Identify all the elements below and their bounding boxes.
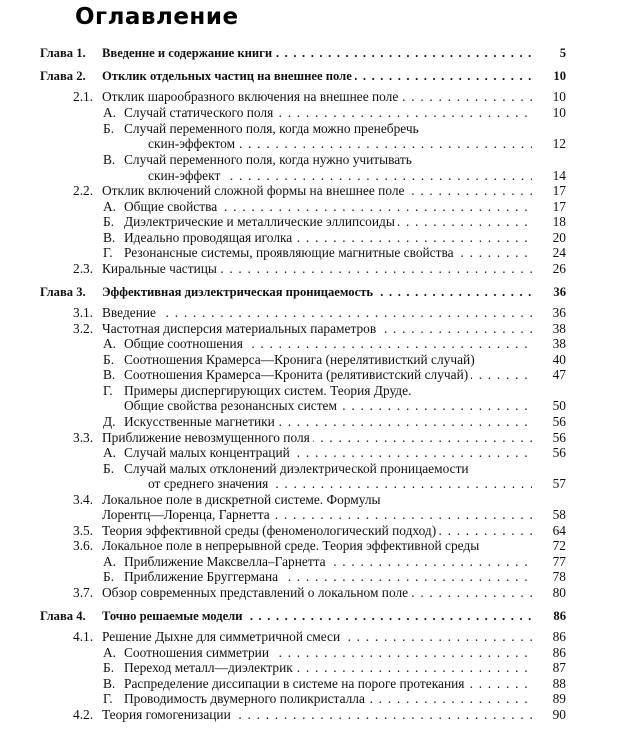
- toc-entry-title: Проводимость двумерного поликристалла: [124, 691, 368, 706]
- toc-entry-page: 90: [552, 707, 566, 722]
- toc-entry-number: 3.1.: [73, 305, 94, 320]
- toc-entry-page: 12: [552, 136, 566, 151]
- toc-entry-leader: [102, 607, 532, 625]
- toc-entry-title: Диэлектрические и металлические эллипсоиды: [124, 214, 398, 229]
- toc-entry-number: Б.: [103, 121, 115, 136]
- toc-entry-page: 64: [552, 523, 566, 538]
- toc-entry-leader: [102, 706, 532, 724]
- toc-entry-page: 86: [552, 645, 566, 660]
- toc-entry-page: 78: [552, 569, 566, 584]
- toc-entry-page: 26: [552, 261, 566, 276]
- toc-entry-number: 3.6.: [73, 538, 94, 553]
- toc-entry-page: 57: [552, 476, 566, 491]
- toc-entry-page: 40: [552, 352, 566, 367]
- toc-entry-leader: [124, 366, 532, 384]
- toc-entry-page: 38: [552, 336, 566, 351]
- toc-entry-title: Приближение Бруггермана: [124, 569, 281, 584]
- toc-entry-leader: [102, 260, 532, 278]
- toc-entry-title: Случай малых отклонений диэлектрической проницаемости: [124, 461, 472, 476]
- toc-entry[interactable]: [0, 607, 642, 625]
- toc-entry[interactable]: [0, 67, 642, 85]
- toc-entry-page: 17: [552, 199, 566, 214]
- toc-entry-page: 24: [552, 245, 566, 260]
- toc-entry-number: 2.3.: [73, 261, 94, 276]
- page-title: Оглавление: [75, 4, 239, 30]
- toc-entry-number: Глава 2.: [40, 69, 86, 83]
- toc-entry-title: Случай малых концентраций: [124, 445, 293, 460]
- toc-entry-page: 56: [552, 414, 566, 429]
- toc-entry-leader: [102, 537, 532, 555]
- toc-entry-title: Идеально проводящая иголка: [124, 230, 295, 245]
- toc-entry-page: 50: [552, 398, 566, 413]
- toc-entry-title: Приближение Максвелла–Гарнетта: [124, 554, 329, 569]
- toc-entry-title: Соотношения Крамерса—Кронита (релятивистский случай): [124, 367, 471, 382]
- toc-entry-number: 3.7.: [73, 585, 94, 600]
- toc-entry[interactable]: [0, 706, 642, 724]
- toc-entry-page: 87: [552, 660, 566, 675]
- toc-entry-title: Теория эффективной среды (феноменологический подход): [102, 523, 439, 538]
- toc-entry-page: 18: [552, 214, 566, 229]
- toc-entry-leader: [102, 67, 532, 85]
- toc-entry-title: Лорентц—Лоренца, Гарнетта: [102, 507, 273, 522]
- toc-entry-number: Г.: [103, 691, 113, 706]
- toc-entry-number: 3.5.: [73, 523, 94, 538]
- toc-entry-page: 47: [552, 367, 566, 382]
- toc-entry-number: А.: [103, 336, 117, 351]
- toc-entry-title: Точно решаемые модели: [102, 609, 246, 623]
- toc-entry-number: Г.: [103, 245, 113, 260]
- toc-entry-number: 3.2.: [73, 321, 94, 336]
- toc-entry-title: Киральные частицы: [102, 261, 220, 276]
- toc-entry-number: В.: [103, 367, 116, 382]
- toc-entry-page: 80: [552, 585, 566, 600]
- toc-entry-title: Отклик шарообразного включения на внешнее поле: [102, 89, 401, 104]
- toc-entry-title: Отклик отдельных частиц на внешнее поле: [102, 69, 355, 83]
- toc-entry-title: Примеры диспергирующих систем. Теория Друде.: [124, 383, 414, 398]
- toc-entry-number: А.: [103, 199, 117, 214]
- toc-entry-leader: [102, 44, 532, 62]
- toc-entry-title: Искусственные магнетики: [124, 414, 278, 429]
- toc-entry-title: Общие соотношения: [124, 336, 246, 351]
- toc-entry-title: Случай переменного поля, когда можно пренебречь: [124, 121, 422, 136]
- toc-entry[interactable]: [0, 584, 642, 602]
- toc-entry-title: Распределение диссипации в системе на пороге протекания: [124, 676, 467, 691]
- toc-entry-title: Резонансные системы, проявляющие магнитные свойства: [124, 245, 457, 260]
- toc-entry-number: 2.2.: [73, 183, 94, 198]
- toc-entry-title: от среднего значения: [148, 476, 271, 491]
- toc-entry-page: 72: [552, 538, 566, 553]
- toc-entry-page: 58: [552, 507, 566, 522]
- toc-entry-page: 36: [552, 305, 566, 320]
- toc-entry-title: Приближение невозмущенного поля: [102, 430, 313, 445]
- toc-entry-page: 56: [552, 445, 566, 460]
- toc-entry-title: Локальное поле в непрерывной среде. Теория эффективной среды: [102, 538, 482, 553]
- toc-entry-number: А.: [103, 105, 117, 120]
- toc-entry-leader: [102, 584, 532, 602]
- toc-entry-number: В.: [103, 152, 116, 167]
- toc-entry-page: 86: [552, 629, 566, 644]
- toc-entry-number: 4.1.: [73, 629, 94, 644]
- toc-entry-title: Общие свойства резонансных систем: [124, 398, 340, 413]
- toc-entry-number: 2.1.: [73, 89, 94, 104]
- toc-entry[interactable]: [0, 260, 642, 278]
- toc-entry-number: В.: [103, 676, 116, 691]
- toc-entry-title: Эффективная диэлектрическая проницаемость: [102, 285, 376, 299]
- toc-entry-page: 17: [552, 183, 566, 198]
- toc-entry-title: Случай переменного поля, когда нужно учитывать: [124, 152, 415, 167]
- toc-entry-title: Соотношения Крамерса—Кронига (нерелятивисткий случай): [124, 352, 478, 367]
- toc-entry-number: А.: [103, 554, 117, 569]
- toc-entry-title: Случай статического поля: [124, 105, 276, 120]
- toc-entry-number: Б.: [103, 352, 115, 367]
- toc-entry-page: 38: [552, 321, 566, 336]
- toc-entry-page: 86: [553, 609, 566, 623]
- toc-entry-page: 36: [553, 285, 566, 299]
- toc-entry-title: Введенне и содержание книги: [102, 46, 275, 60]
- toc-entry-page: 77: [552, 554, 566, 569]
- toc-entry-title: Решение Дыхне для симметричной смеси: [102, 629, 343, 644]
- toc-entry-page: 89: [552, 691, 566, 706]
- toc-entry-title: Теория гомогенизации: [102, 707, 234, 722]
- toc-entry[interactable]: [0, 283, 642, 301]
- toc-entry-page: 10: [552, 89, 566, 104]
- toc-entry-title: скин-эффектом: [148, 136, 238, 151]
- toc-entry-number: 3.3.: [73, 430, 94, 445]
- toc-entry-page: 56: [552, 430, 566, 445]
- toc-entry-title: Обзор современных представлений о локальном поле: [102, 585, 411, 600]
- toc-entry-title: Отклик включений сложной формы на внешнее поле: [102, 183, 407, 198]
- toc-entry-page: 5: [559, 46, 566, 60]
- toc-entry-page: 10: [553, 69, 566, 83]
- toc-entry-title: Общие свойства: [124, 199, 220, 214]
- toc-entry-number: Д.: [103, 414, 116, 429]
- toc-entry-page: 14: [552, 168, 566, 183]
- toc-entry-page: 88: [552, 676, 566, 691]
- toc-entry-title: скин-эффект: [148, 168, 223, 183]
- toc-entry-title: Частотная дисперсия материальных параметров: [102, 321, 379, 336]
- toc-entry-title: Переход металл—диэлектрик: [124, 660, 296, 675]
- toc-entry-page: 20: [552, 230, 566, 245]
- toc-entry-title: Соотношения симметрии: [124, 645, 272, 660]
- toc-entry-number: Б.: [103, 214, 115, 229]
- toc-entry-number: Б.: [103, 660, 115, 675]
- toc-entry-title: Локальное поле в дискретной системе. Формулы: [102, 492, 384, 507]
- toc-entry-number: 3.4.: [73, 492, 94, 507]
- toc-entry-number: А.: [103, 445, 117, 460]
- toc-entry-number: А.: [103, 645, 117, 660]
- toc-entry-number: Г.: [103, 383, 113, 398]
- toc-entry-number: Глава 4.: [40, 609, 86, 623]
- toc-entry[interactable]: [0, 44, 642, 62]
- toc-entry-number: Б.: [103, 569, 115, 584]
- toc-entry-number: В.: [103, 230, 116, 245]
- toc-entry-page: 10: [552, 105, 566, 120]
- toc-entry-title: Введение: [102, 305, 159, 320]
- toc-entry-leader: [102, 283, 532, 301]
- toc-entry-number: Глава 3.: [40, 285, 86, 299]
- toc-entry-number: Глава 1.: [40, 46, 86, 60]
- toc-entry-number: 4.2.: [73, 707, 94, 722]
- toc-entry-number: Б.: [103, 461, 115, 476]
